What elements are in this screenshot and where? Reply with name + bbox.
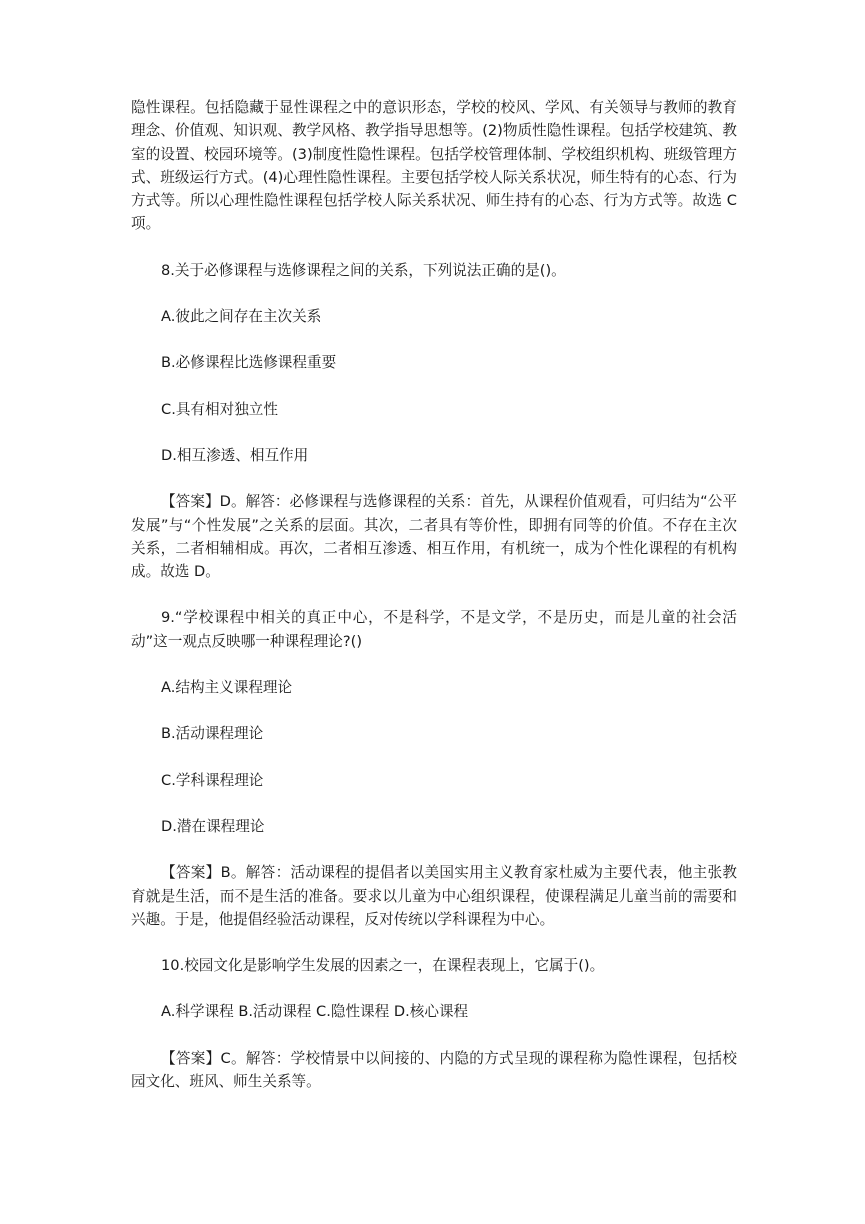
option-8c: C.具有相对独立性 [161, 400, 278, 418]
answer-continuation-text: 隐性课程。包括隐藏于显性课程之中的意识形态，学校的校风、学风、有关领导与教师的教育理念、价值观、知识观、教学风格、教学指导思想等。(2)物质性隐性课程。包括学校建筑、教室的设置、校园环境等。(3)制度性隐性课程。包括学校管理体制、学校组织机构、班级管理方式、班级运行方式。(4)心理性隐性课程。主要包括学校人际关系状况，师生特有的心态、行为方式等。所以心理性隐性课程包括学校人际关系状况、师生持有的心态、行为方式等。故选 C 项。 [131, 99, 737, 233]
option-9c: C.学科课程理论 [161, 771, 264, 789]
option-9a: A.结构主义课程理论 [161, 679, 293, 697]
option-9d: D.潜在课程理论 [161, 817, 265, 835]
options-10: A.科学课程 B.活动课程 C.隐性课程 D.核心课程 [161, 1003, 469, 1021]
answer-9: 【答案】B。解答：活动课程的提倡者以美国实用主义教育家杜威为主要代表，他主张教育就是生活，而不是生活的准备。要求以儿童为中心组织课程，使课程满足儿童当前的需要和兴趣。于是，他提倡经验活动课程，反对传统以学科课程为中心。 [131, 864, 737, 928]
option-8b: B.必修课程比选修课程重要 [161, 354, 337, 372]
question-8: 8.关于必修课程与选修课程之间的关系，下列说法正确的是()。 [161, 261, 566, 279]
option-8a: A.彼此之间存在主次关系 [161, 308, 322, 326]
question-9: 9.“学校课程中相关的真正中心，不是科学，不是文学，不是历史，而是儿童的社会活动”这一观点反映哪一种课程理论?() [131, 609, 737, 650]
answer-10: 【答案】C。解答：学校情景中以间接的、内隐的方式呈现的课程称为隐性课程，包括校园文化、班风、师生关系等。 [131, 1049, 737, 1091]
document-page [131, 96, 737, 1093]
option-8d: D.相互渗透、相互作用 [161, 446, 309, 464]
answer-8: 【答案】D。解答：必修课程与选修课程的关系：首先，从课程价值观看，可归结为“公平发展”与“个性发展”之关系的层面。其次，二者具有等价性，即拥有同等的价值。不存在主次关系，二者相辅相成。再次，二者相互渗透、相互作用，有机统一，成为个性化课程的有机构成。故选 D。 [131, 493, 737, 581]
option-9b: B.活动课程理论 [161, 725, 264, 743]
question-10: 10.校园文化是影响学生发展的因素之一，在课程表现上，它属于()。 [161, 957, 605, 975]
